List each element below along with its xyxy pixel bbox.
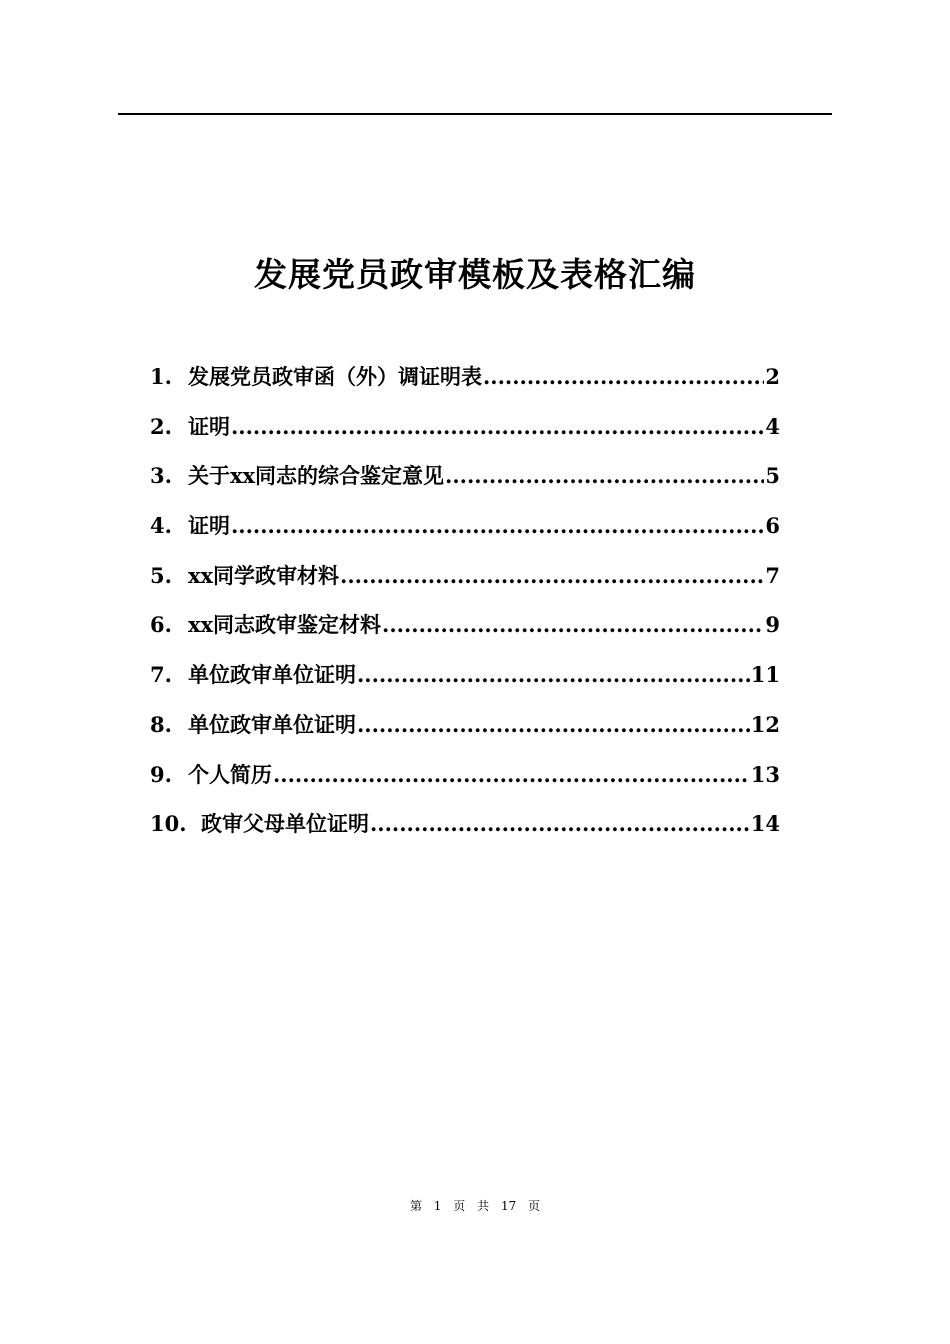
toc-entry-page-number: 5: [765, 463, 780, 489]
toc-dot-leader: [273, 750, 750, 800]
page-footer: [0, 1196, 950, 1216]
toc-dot-leader: [231, 402, 764, 452]
toc-entry-page-number: 2: [765, 364, 780, 389]
toc-entry-title: xx同学政审材料: [188, 562, 340, 588]
toc-dot-leader: [357, 700, 750, 750]
toc-entry[interactable]: [150, 750, 780, 800]
toc-entry[interactable]: [150, 650, 780, 700]
toc-dot-leader: [370, 799, 750, 849]
document-title: 发展党员政审模板及表格汇编: [254, 255, 696, 294]
toc-entry[interactable]: [150, 700, 780, 750]
toc-entry-title: 个人简历: [188, 761, 272, 787]
toc-entry-number: 8.: [150, 711, 172, 737]
toc-entry-title: 关于xx同志的综合鉴定意见: [188, 463, 445, 489]
toc-entry[interactable]: [150, 799, 780, 849]
footer-page-unit: 页: [453, 1199, 466, 1213]
toc-entry-number: 4.: [150, 513, 172, 539]
toc-entry[interactable]: [150, 600, 780, 650]
toc-entry-page-number: 14: [750, 811, 780, 837]
toc-entry-number: 7.: [150, 662, 172, 688]
toc-entry-number: 5.: [150, 562, 172, 588]
toc-dot-leader: [483, 352, 764, 402]
toc-entry[interactable]: [150, 551, 780, 601]
toc-dot-leader: [445, 451, 764, 501]
toc-entry-number: 2.: [150, 413, 172, 439]
toc-entry-number: 10.: [150, 811, 187, 837]
toc-entry[interactable]: [150, 402, 780, 452]
toc-entry-page-number: 4: [765, 413, 780, 439]
toc-entry-number: 3.: [150, 463, 172, 489]
toc-dot-leader: [357, 650, 750, 700]
toc-dot-leader: [382, 600, 764, 650]
toc-entry-title: xx同志政审鉴定材料: [188, 612, 382, 638]
toc-entry-page-number: 13: [750, 761, 780, 787]
toc-entry[interactable]: [150, 501, 780, 551]
footer-total-prefix: 共: [477, 1199, 490, 1213]
footer-current-page: 1: [433, 1199, 442, 1213]
toc-entry[interactable]: [150, 451, 780, 501]
toc-entry-number: 6.: [150, 612, 172, 638]
toc-entry-page-number: 12: [750, 711, 780, 737]
toc-entry-number: 1.: [150, 364, 172, 389]
table-of-contents: [150, 352, 780, 849]
toc-entry-page-number: 11: [750, 662, 780, 688]
toc-entry-number: 9.: [150, 761, 172, 787]
toc-entry-title: 发展党员政审函（外）调证明表: [188, 364, 482, 389]
footer-prefix: 第: [409, 1199, 422, 1213]
header-rule: [118, 113, 832, 115]
toc-entry-title: 单位政审单位证明: [188, 662, 356, 688]
toc-entry[interactable]: [150, 352, 780, 402]
toc-entry-title: 单位政审单位证明: [188, 711, 356, 737]
toc-dot-leader: [340, 551, 764, 601]
toc-entry-page-number: 6: [765, 513, 780, 539]
toc-entry-title: 政审父母单位证明: [201, 811, 369, 837]
toc-entry-page-number: 7: [765, 562, 780, 588]
toc-entry-page-number: 9: [765, 612, 780, 638]
toc-dot-leader: [231, 501, 764, 551]
toc-entry-title: 证明: [188, 413, 230, 439]
footer-total-unit: 页: [528, 1199, 541, 1213]
toc-entry-title: 证明: [188, 513, 230, 539]
footer-total-pages: 17: [500, 1199, 517, 1213]
